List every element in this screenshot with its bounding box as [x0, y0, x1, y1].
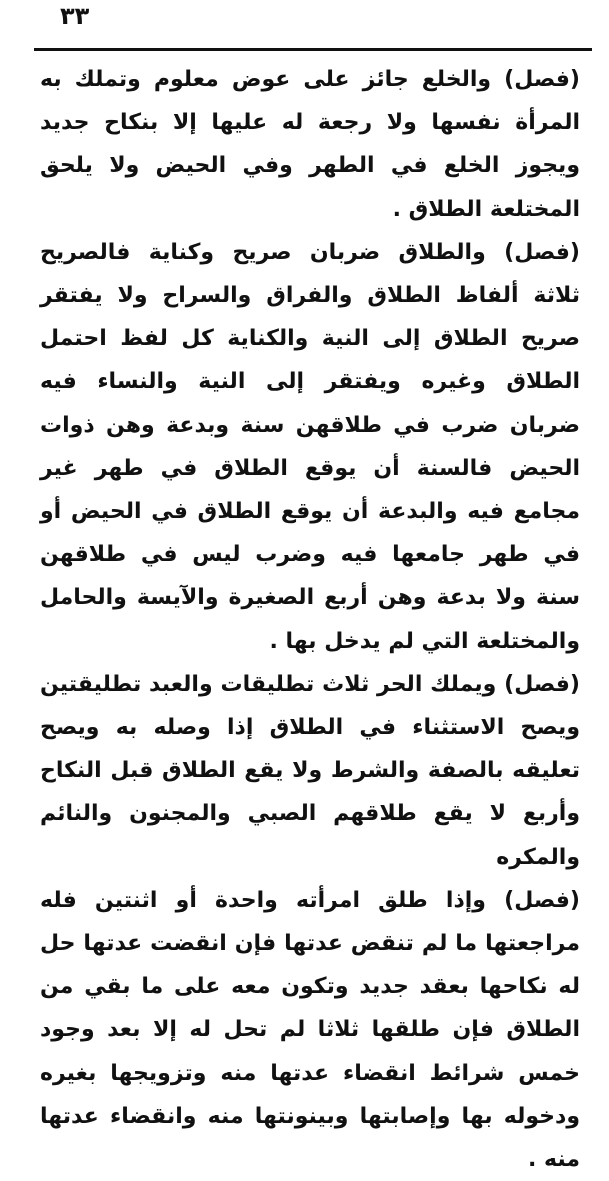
paragraph-talaq-types: [40, 231, 580, 663]
paragraph-text: والطلاق ضربان صريح وكناية فالصريح ثلاثة ألفاظ الطلاق والفراق والسراح ولا يفتقر صريح الطلاق إلى النية والكناية كل لفظ احتمل الطلاق وغيره ويفتقر إلى النية والنساء فيه ضربان ضرب في طلاقهن سنة وبدعة وهن ذوات الحيض فالسنة أن يوقع الطلاق في طهر غير مجامع فيه والبدعة أن يوقع الطلاق في الحيض أو في طهر جامعها فيه وضرب ليس في طلاقهن سنة ولا بدعة وهن أربع الصغيرة والآيسة والحامل والمختلعة التي لم يدخل بها .: [40, 239, 580, 654]
paragraph-talaq-count: [40, 663, 580, 879]
paragraph-khul: [40, 58, 580, 231]
header-rule: [34, 48, 592, 51]
paragraph-raja: [40, 879, 580, 1181]
section-label: (فصل): [504, 239, 580, 265]
page-body: [40, 58, 580, 1181]
paragraph-text: والخلع جائز على عوض معلوم وتملك به المرأة نفسها ولا رجعة له عليها إلا بنكاح جديد ويجوز الخلع في الطهر وفي الحيض ولا يلحق المختلعة الطلاق .: [40, 67, 580, 222]
section-label: (فصل): [504, 671, 580, 697]
paragraph-text: ويملك الحر ثلاث تطليقات والعبد تطليقتين ويصح الاستثناء في الطلاق إذا وصله به ويصح تعليقه بالصفة والشرط ولا يقع الطلاق قبل النكاح وأربع لا يقع طلاقهم الصبي والمجنون والنائم والمكره: [40, 671, 580, 870]
page-number: ٣٣: [60, 2, 90, 30]
section-label: (فصل): [504, 67, 580, 92]
section-label: (فصل): [504, 887, 580, 913]
paragraph-text: وإذا طلق امرأته واحدة أو اثنتين فله مراجعتها ما لم تنقض عدتها فإن انقضت عدتها حل له نكاحها بعقد جديد وتكون معه على ما بقي من الطلاق فإن طلقها ثلاثا لم تحل له إلا بعد وجود خمس شرائط انقضاء عدتها منه وتزويجها بغيره ودخوله بها وإصابتها وبينونتها منه وانقضاء عدتها منه .: [40, 887, 580, 1173]
